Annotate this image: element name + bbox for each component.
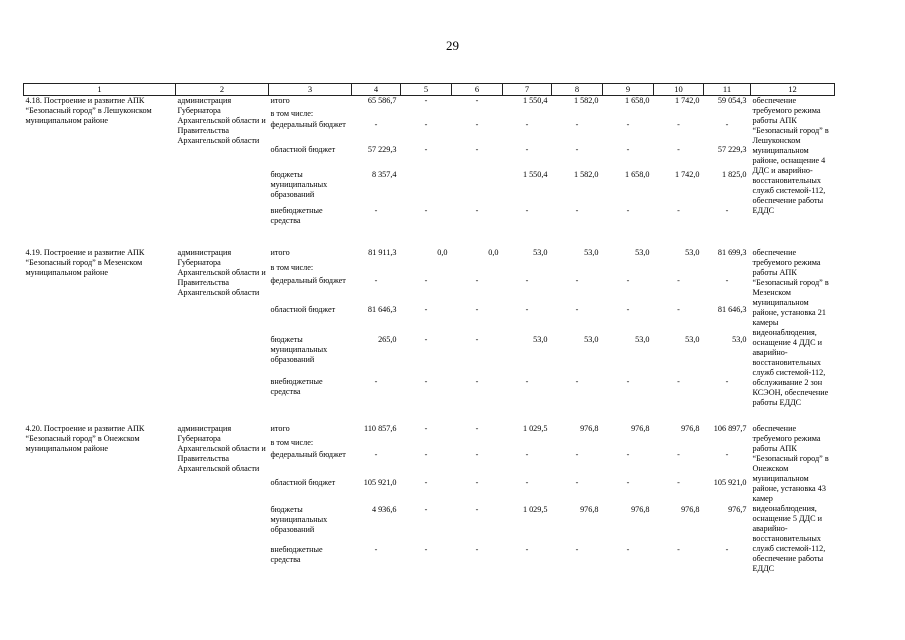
funding-source: бюджеты муниципальных образований (270, 334, 328, 364)
amount-cell: - (677, 144, 680, 154)
funding-source: внебюджетные средства (270, 205, 323, 225)
amount-cell (452, 263, 503, 276)
amount-cell: - (626, 205, 630, 215)
column-header: 3 (269, 84, 352, 96)
section-spacer (24, 232, 835, 248)
amount-cell: - (424, 423, 428, 433)
amount-cell: - (525, 449, 529, 459)
amount-cell: 106 897,7 (713, 423, 747, 433)
amount-cell: - (525, 376, 529, 386)
amount-cell: 1 582,0 (573, 169, 599, 179)
amount-cell (603, 263, 654, 276)
funding-source: бюджеты муниципальных образований (270, 169, 328, 199)
amount-cell: - (575, 305, 579, 315)
amount-cell (352, 109, 401, 120)
measure-description: 4.20. Построение и развитие АПК “Безопасный город” в Онежском муниципальном районе (25, 423, 145, 453)
amount-cell: - (677, 275, 680, 285)
amount-cell: - (475, 376, 479, 386)
amount-cell: - (677, 376, 680, 386)
amount-cell: - (424, 96, 428, 105)
amount-cell: 976,8 (631, 423, 650, 433)
executor: администрация Губернатора Архангельской области и Правительства Архангельской области (177, 423, 266, 473)
measure-description: 4.19. Построение и развитие АПК “Безопасный город” в Мезенском муниципальном районе (25, 247, 145, 277)
table-header (24, 84, 835, 96)
amount-cell: - (374, 119, 378, 129)
funding-source: бюджеты муниципальных образований (270, 505, 328, 535)
amount-cell: - (725, 205, 729, 215)
amount-cell: - (626, 305, 630, 315)
funding-source: федеральный бюджет (270, 275, 346, 285)
amount-cell: 1 742,0 (674, 96, 700, 105)
funding-source: итого (270, 247, 290, 257)
amount-cell (704, 263, 751, 276)
amount-cell: 976,8 (681, 423, 700, 433)
amount-cell: - (424, 275, 428, 285)
amount-cell (654, 438, 704, 450)
amount-cell (352, 263, 401, 276)
amount-cell: - (374, 544, 378, 554)
amount-cell (452, 109, 503, 120)
amount-cell: 59 054,3 (717, 96, 747, 105)
amount-cell: - (374, 449, 378, 459)
column-header: 9 (603, 84, 654, 96)
amount-cell: - (677, 305, 680, 315)
amount-cell: 105 921,0 (713, 477, 747, 487)
amount-cell: 81 699,3 (717, 247, 747, 257)
amount-cell (552, 438, 603, 450)
amount-cell: - (475, 544, 479, 554)
amount-cell: - (575, 376, 579, 386)
expected-result: обеспечение требуемого режима работы АПК “Безопасный город” в Онежском муниципальном районе, установка 43 камер видеонаблюдения, оснащение 5 ДДС и аварийно-восстановительных служб системой-112, обеспечение работы ЕДДС (752, 423, 829, 573)
amount-cell: 1 550,4 (522, 169, 548, 179)
amount-cell (603, 438, 654, 450)
amount-cell: - (424, 334, 428, 344)
amount-cell (704, 109, 751, 120)
amount-cell: 265,0 (378, 334, 397, 344)
amount-cell: - (725, 449, 729, 459)
amount-cell: - (575, 275, 579, 285)
spacer-cell (24, 408, 835, 424)
amount-cell: - (677, 477, 680, 487)
expected-result: обеспечение требуемого режима работы АПК “Безопасный город” в Лешуконском муниципальном районе, оснащение 4 ДДС и аварийно-восстановительных служб системой-112, обеспечение работы ЕДДС (752, 96, 829, 215)
amount-cell: - (725, 544, 729, 554)
amount-cell (503, 263, 552, 276)
amount-cell: 65 586,7 (367, 96, 397, 105)
amount-cell (401, 438, 452, 450)
amount-cell: - (475, 96, 479, 105)
amount-cell: - (725, 376, 729, 386)
amount-cell: - (575, 144, 579, 154)
amount-cell: 53,0 (635, 247, 650, 257)
amount-cell: - (677, 449, 680, 459)
amount-cell: 976,8 (580, 505, 599, 515)
amount-cell: 976,8 (580, 423, 599, 433)
column-header: 12 (751, 84, 835, 96)
page-number: 29 (446, 38, 459, 53)
funding-source: итого (270, 96, 290, 105)
column-header: 1 (24, 84, 176, 96)
amount-cell (401, 109, 452, 120)
amount-cell: 81 646,3 (367, 305, 397, 315)
funding-source: внебюджетные средства (270, 376, 323, 396)
amount-cell (552, 109, 603, 120)
amount-cell: - (725, 119, 729, 129)
amount-cell: - (525, 275, 529, 285)
amount-cell: - (525, 205, 529, 215)
program-table (23, 83, 835, 574)
amount-cell: - (424, 376, 428, 386)
amount-cell: - (475, 449, 479, 459)
amount-cell: 53,0 (635, 334, 650, 344)
amount-cell: - (475, 119, 479, 129)
amount-cell (452, 438, 503, 450)
column-header: 6 (452, 84, 503, 96)
amount-cell: - (575, 205, 579, 215)
amount-cell: - (374, 275, 378, 285)
funding-source: федеральный бюджет (270, 119, 346, 129)
amount-cell: 1 658,0 (624, 96, 650, 105)
amount-cell: 1 029,5 (522, 505, 548, 515)
amount-cell: 53,0 (685, 247, 700, 257)
funding-source: внебюджетные средства (270, 544, 323, 564)
amount-cell: - (677, 119, 680, 129)
funding-source: областной бюджет (270, 477, 336, 487)
amount-cell: - (424, 144, 428, 154)
amount-cell: 53,0 (533, 247, 548, 257)
amount-cell: - (424, 544, 428, 554)
amount-cell: - (475, 305, 479, 315)
funding-source: в том числе: (270, 437, 314, 447)
amount-cell (503, 438, 552, 450)
amount-cell: 1 550,4 (522, 96, 548, 105)
amount-cell: - (575, 119, 579, 129)
amount-cell: 976,8 (681, 505, 700, 515)
amount-cell (352, 438, 401, 450)
amount-cell: 0,0 (437, 247, 448, 257)
column-header: 7 (503, 84, 552, 96)
table-row (24, 424, 835, 438)
amount-cell: - (525, 305, 529, 315)
amount-cell: - (475, 477, 479, 487)
amount-cell: - (575, 477, 579, 487)
amount-cell (401, 170, 452, 206)
executor: администрация Губернатора Архангельской области и Правительства Архангельской области (177, 247, 266, 297)
expected-result: обеспечение требуемого режима работы АПК “Безопасный город” в Мезенском муниципальном районе, установка 21 камеры видеонаблюдения, оснащение 4 ДДС и аварийно-восстановительных служб системой-112, обслуживание 2 зон КСЭОН, обеспечение работы ЕДДС (752, 247, 829, 407)
amount-cell: - (475, 334, 479, 344)
column-header: 4 (352, 84, 401, 96)
amount-cell: - (424, 305, 428, 315)
column-header: 11 (704, 84, 751, 96)
funding-source: в том числе: (270, 262, 314, 272)
amount-cell: - (626, 449, 630, 459)
executor: администрация Губернатора Архангельской области и Правительства Архангельской области (177, 96, 266, 145)
amount-cell: 976,7 (728, 505, 747, 515)
amount-cell: 53,0 (533, 334, 548, 344)
amount-cell: 105 921,0 (363, 477, 397, 487)
funding-source: в том числе: (270, 108, 314, 118)
amount-cell: - (677, 544, 680, 554)
amount-cell: 57 229,3 (717, 144, 747, 154)
amount-cell: 110 857,6 (364, 423, 397, 433)
table-row (24, 96, 835, 109)
amount-cell: 8 357,4 (371, 169, 397, 179)
amount-cell: 1 582,0 (573, 96, 599, 105)
amount-cell (503, 109, 552, 120)
amount-cell: - (626, 544, 630, 554)
amount-cell: 976,8 (631, 505, 650, 515)
amount-cell: - (725, 275, 729, 285)
amount-cell: - (475, 275, 479, 285)
amount-cell: - (424, 449, 428, 459)
amount-cell: - (626, 144, 630, 154)
amount-cell (704, 438, 751, 450)
amount-cell: 0,0 (488, 247, 499, 257)
amount-cell: 1 742,0 (674, 169, 700, 179)
amount-cell: - (525, 544, 529, 554)
amount-cell: - (525, 119, 529, 129)
funding-source: областной бюджет (270, 144, 336, 154)
amount-cell: - (575, 544, 579, 554)
amount-cell: 81 911,3 (368, 247, 397, 257)
amount-cell: - (525, 144, 529, 154)
amount-cell: - (626, 477, 630, 487)
amount-cell: 1 658,0 (624, 169, 650, 179)
amount-cell: 57 229,3 (367, 144, 397, 154)
amount-cell: 53,0 (732, 334, 747, 344)
amount-cell: - (475, 423, 479, 433)
column-header: 10 (654, 84, 704, 96)
spacer-cell (24, 232, 835, 248)
amount-cell: - (626, 275, 630, 285)
measure-description: 4.18. Построение и развитие АПК “Безопасный город” в Лешуконском муниципальном районе (25, 96, 152, 125)
funding-source: итого (270, 423, 290, 433)
amount-cell (654, 109, 704, 120)
amount-cell: - (575, 449, 579, 459)
amount-cell (452, 170, 503, 206)
funding-source: федеральный бюджет (270, 449, 346, 459)
amount-cell (654, 263, 704, 276)
table-body (24, 96, 835, 574)
amount-cell (603, 109, 654, 120)
amount-cell: 53,0 (584, 247, 599, 257)
amount-cell: - (626, 119, 630, 129)
amount-cell: - (424, 205, 428, 215)
amount-cell: - (374, 376, 378, 386)
amount-cell: 1 029,5 (522, 423, 548, 433)
section-spacer (24, 408, 835, 424)
amount-cell: - (424, 119, 428, 129)
column-header: 5 (401, 84, 452, 96)
column-header: 8 (552, 84, 603, 96)
amount-cell (401, 263, 452, 276)
amount-cell: 1 825,0 (721, 169, 747, 179)
amount-cell (552, 263, 603, 276)
column-header: 2 (176, 84, 269, 96)
amount-cell: - (677, 205, 680, 215)
amount-cell: - (626, 376, 630, 386)
amount-cell: - (424, 477, 428, 487)
amount-cell: 4 936,6 (371, 505, 397, 515)
amount-cell: 53,0 (584, 334, 599, 344)
amount-cell: - (424, 505, 428, 515)
table-row (24, 248, 835, 263)
amount-cell: 53,0 (685, 334, 700, 344)
amount-cell: - (475, 205, 479, 215)
amount-cell: - (475, 505, 479, 515)
amount-cell: - (525, 477, 529, 487)
funding-source: областной бюджет (270, 305, 336, 315)
amount-cell: - (475, 144, 479, 154)
amount-cell: 81 646,3 (717, 305, 747, 315)
amount-cell: - (374, 205, 378, 215)
